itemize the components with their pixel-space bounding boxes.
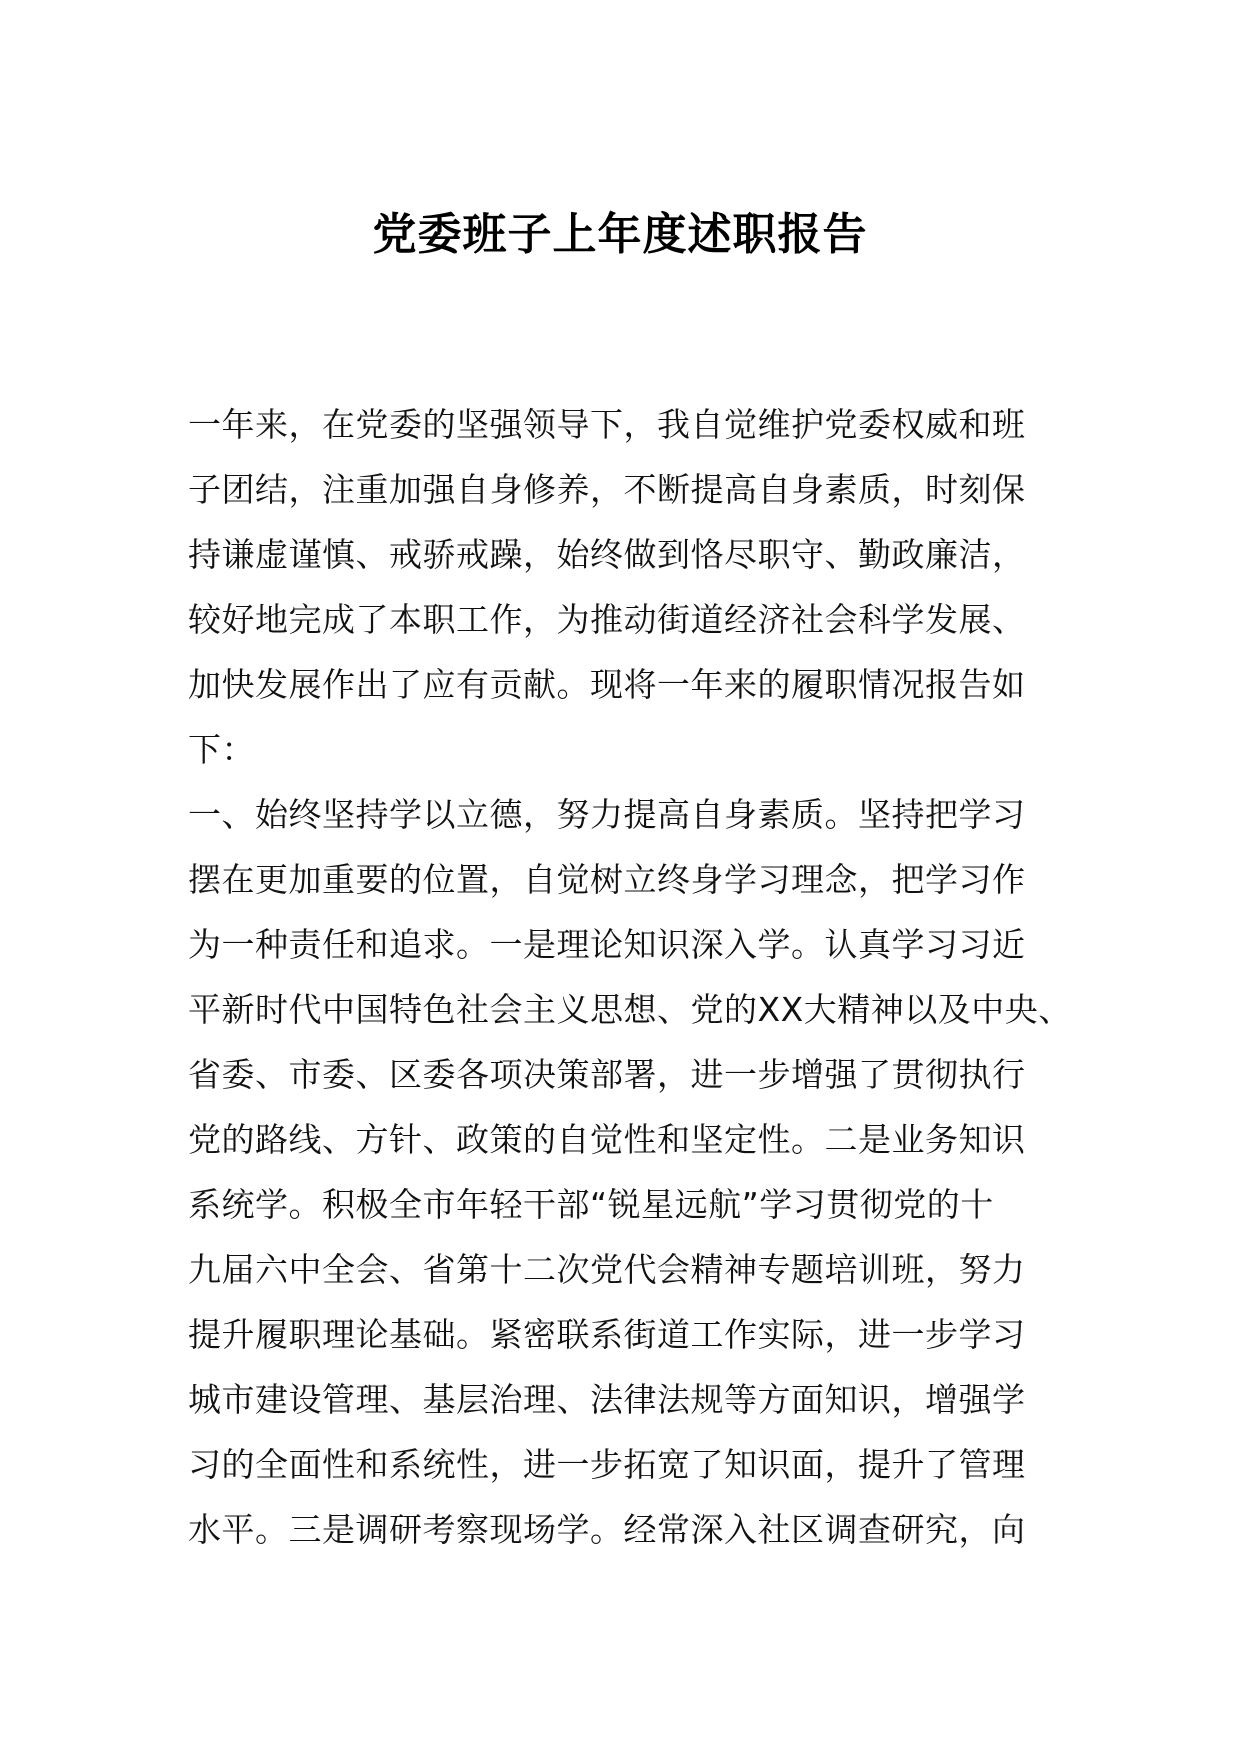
body-line: 一年来，在党委的坚强领导下，我自觉维护党委权威和班	[188, 405, 1026, 444]
body-line: 水平。三是调研考察现场学。经常深入社区调查研究，向	[188, 1510, 1026, 1549]
body-line: 下：	[188, 730, 255, 769]
body-line: 一、始终坚持学以立德，努力提高自身素质。坚持把学习	[188, 795, 1026, 834]
body-line: 系统学。积极全市年轻干部“锐星远航”学习贯彻党的十	[188, 1185, 994, 1224]
body-line: 提升履职理论基础。紧密联系街道工作实际，进一步学习	[188, 1315, 1026, 1354]
body-line: 城市建设管理、基层治理、法律法规等方面知识，增强学	[188, 1380, 1026, 1419]
body-line: 党的路线、方针、政策的自觉性和坚定性。二是业务知识	[188, 1120, 1026, 1159]
body-line: 子团结，注重加强自身修养，不断提高自身素质，时刻保	[188, 470, 1026, 509]
body-line: 省委、市委、区委各项决策部署，进一步增强了贯彻执行	[188, 1055, 1026, 1094]
body-line: 习的全面性和系统性，进一步拓宽了知识面，提升了管理	[188, 1445, 1026, 1484]
body-line: 加快发展作出了应有贡献。现将一年来的履职情况报告如	[188, 665, 1026, 704]
document-body	[188, 392, 1078, 1562]
document-title: 党委班子上年度述职报告	[372, 209, 868, 260]
body-line: 持谦虚谨慎、戒骄戒躁，始终做到恪尽职守、勤政廉洁，	[188, 535, 1026, 574]
body-line: 九届六中全会、省第十二次党代会精神专题培训班，努力	[188, 1250, 1026, 1289]
body-line: 较好地完成了本职工作，为推动街道经济社会科学发展、	[188, 600, 1026, 639]
body-line: 为一种责任和追求。一是理论知识深入学。认真学习习近	[188, 925, 1026, 964]
body-line: 摆在更加重要的位置，自觉树立终身学习理念，把学习作	[188, 860, 1026, 899]
body-line: 平新时代中国特色社会主义思想、党的XX大精神以及中央、	[188, 990, 1072, 1029]
